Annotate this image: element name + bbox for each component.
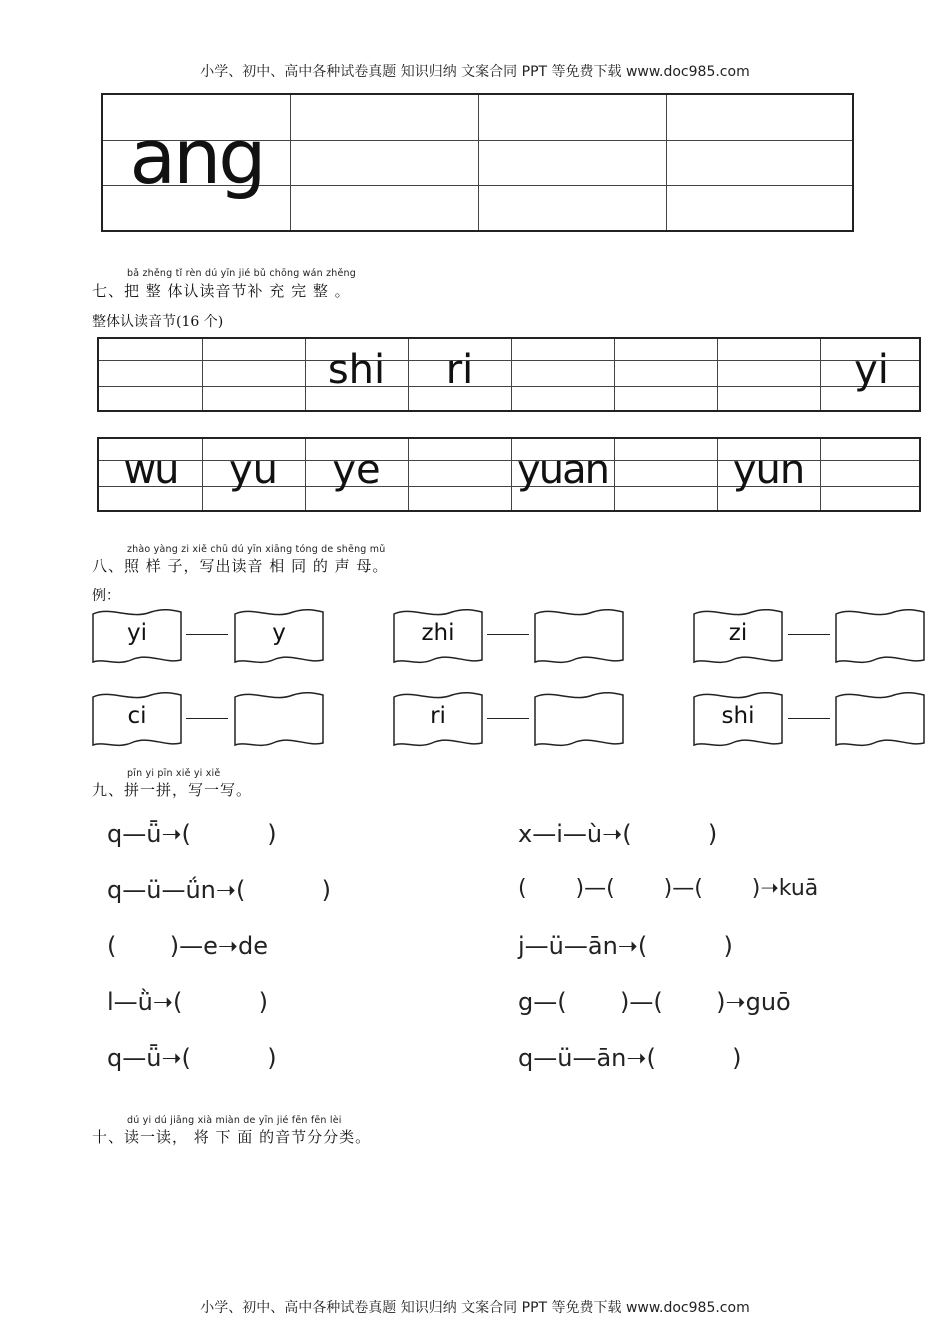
flag-card (392, 608, 484, 666)
spelling-exercise[interactable]: q—ǖ➝( ) (107, 1044, 277, 1072)
pair-dash (788, 718, 830, 719)
section10-title: 十、读一读， 将 下 面 的音节分分类。 (92, 1128, 372, 1146)
section8-title: 八、照 样 子，写出读音 相 同 的 声 母。 (92, 557, 389, 575)
answer-flag-card[interactable] (834, 691, 926, 749)
spelling-exercise[interactable]: q—ǖ➝( ) (107, 820, 277, 848)
grid-cell-text: shi (327, 347, 386, 393)
pair-dash (487, 718, 529, 719)
flag-text: y (272, 620, 286, 646)
answer-flag-card[interactable] (233, 691, 325, 749)
flag-text: zhi (421, 620, 455, 646)
flag-text: yi (126, 620, 147, 646)
flag-card (91, 608, 183, 666)
spelling-exercise[interactable]: x—i—ù➝( ) (518, 820, 718, 848)
syllable-grid-row2 (97, 437, 921, 512)
spelling-exercise[interactable]: l—ǜ➝( ) (107, 988, 269, 1016)
grid-cell-text: ri (445, 347, 474, 393)
flag-text: ri (430, 703, 446, 729)
grid-cell-text: yun (732, 447, 805, 493)
grid-cell-text: yu (228, 447, 279, 493)
spelling-exercise[interactable]: j—ü—ān➝( ) (518, 932, 733, 960)
section9-pinyin: pīn yi pīn xiě yi xiě (127, 768, 221, 779)
syllable-grid-row1 (97, 337, 921, 412)
top-writing-grid (101, 93, 854, 232)
flag-card (692, 691, 784, 749)
answer-flag-card[interactable] (533, 608, 625, 666)
pair-dash (186, 718, 228, 719)
spelling-exercise[interactable]: g—( )—( )➝guō (518, 988, 791, 1016)
flag-card (692, 608, 784, 666)
grid-cell-text: yuan (517, 447, 608, 493)
section9-title: 九、拼一拼，写一写。 (92, 781, 253, 799)
flag-text: shi (721, 703, 755, 729)
pair-dash (487, 634, 529, 635)
answer-flag-card[interactable] (834, 608, 926, 666)
flag-card (233, 608, 325, 666)
grid-cell-text: wu (123, 447, 178, 493)
section8-pinyin: zhào yàng zi xiě chū dú yīn xiāng tóng de shēng mǔ (127, 544, 386, 555)
flag-text: zi (728, 620, 748, 646)
section7-title: 七、把 整 体认读音节补 充 完 整 。 (92, 282, 351, 300)
flag-text: ci (127, 703, 147, 729)
flag-card (392, 691, 484, 749)
section7-subtitle: 整体认读音节(16 个) (92, 314, 224, 330)
pair-dash (186, 634, 228, 635)
grid-cell-text: yi (854, 347, 889, 393)
spelling-exercise[interactable]: q—ü—ǘn➝( ) (107, 876, 331, 904)
grid-cell-text: ye (332, 447, 381, 493)
grid-cell-text: ang (129, 112, 264, 201)
example-label: 例： (92, 588, 120, 604)
spelling-exercise[interactable]: ( )—( )—( )➝kuā (518, 876, 819, 901)
page-footer: 小学、初中、高中各种试卷真题 知识归纳 文案合同 PPT 等免费下载 www.doc985.com (200, 1300, 750, 1316)
spelling-exercise[interactable]: ( )—e➝de (107, 932, 269, 960)
spelling-exercise[interactable]: q—ü—ān➝( ) (518, 1044, 742, 1072)
pair-dash (788, 634, 830, 635)
section10-pinyin: dú yi dú jiāng xià miàn de yīn jié fēn fēn lèi (127, 1115, 342, 1126)
flag-card (91, 691, 183, 749)
answer-flag-card[interactable] (533, 691, 625, 749)
page-header: 小学、初中、高中各种试卷真题 知识归纳 文案合同 PPT 等免费下载 www.doc985.com (200, 64, 750, 80)
section7-pinyin: bǎ zhěng tǐ rèn dú yīn jié bǔ chōng wán zhěng (127, 268, 357, 279)
